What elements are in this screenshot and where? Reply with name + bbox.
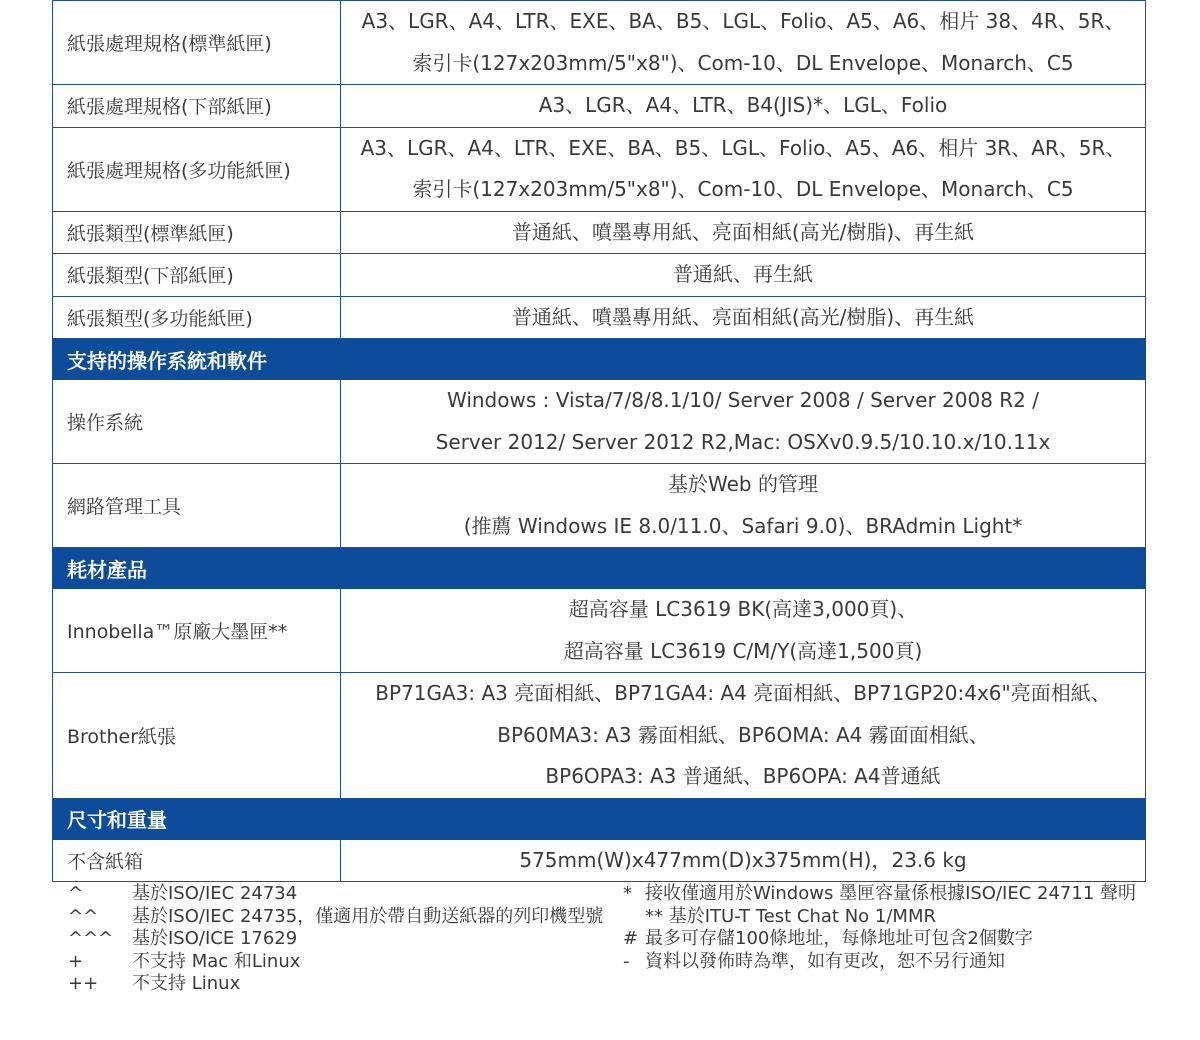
spec-value-line: Server 2012/ Server 2012 R2,Mac: OSXv0.9.5/10.10.x/10.11x — [435, 429, 1051, 454]
spec-value-line: 超高容量 LC3619 C/M/Y(高達1,500頁) — [563, 638, 923, 663]
footnote — [623, 906, 1136, 929]
spec-row — [53, 839, 1146, 882]
spec-label: 操作系統 — [53, 380, 341, 464]
section-header — [53, 548, 1146, 589]
spec-value-line: 575mm(W)x477mm(D)x375mm(H)，23.6 kg — [519, 847, 967, 872]
spec-label: 不含紙箱 — [53, 839, 341, 882]
spec-value-line: 普通紙、再生紙 — [673, 262, 813, 286]
footnote — [623, 951, 1136, 974]
spec-table-container — [52, 0, 1146, 882]
spec-value-line: 索引卡(127x203mm/5"x8")、Com-10、DL Envelope、Monarch、C5 — [412, 177, 1074, 201]
spec-value-line: (推薦 Windows IE 8.0/11.0、Safari 9.0)、BRAdmin Light* — [463, 513, 1023, 538]
footnote-text: 不支持 Mac 和Linux — [132, 950, 301, 972]
spec-value-line: BP6OPA3: A3 普通紙、BP6OPA: A4普通紙 — [545, 764, 941, 788]
footnote — [68, 973, 603, 996]
footnotes-right — [623, 883, 1136, 973]
footnote-text: 最多可存儲100條地址，每條地址可包含2個數字 — [645, 928, 1033, 950]
spec-value-line: Windows : Vista/7/8/8.1/10/ Server 2008 / Server 2008 R2 / — [446, 388, 1039, 412]
spec-label: 紙張處理規格(標準紙匣) — [53, 1, 341, 85]
spec-row — [53, 127, 1146, 211]
footnote-mark: ^ — [68, 883, 84, 904]
spec-value — [341, 85, 1146, 128]
spec-row — [53, 673, 1146, 799]
section-header — [53, 339, 1146, 380]
spec-value-line: A3、LGR、A4、LTR、B4(JIS)*、LGL、Folio — [538, 93, 948, 117]
section-header — [53, 798, 1146, 839]
spec-value — [341, 127, 1146, 211]
footnote — [68, 883, 603, 906]
footnote-mark: - — [623, 950, 630, 972]
footnote-mark: # — [623, 928, 639, 950]
footnote — [68, 906, 603, 929]
spec-row — [53, 1, 1146, 85]
spec-row — [53, 380, 1146, 464]
spec-value-line: BP71GA3: A3 亮面相紙、BP71GA4: A4 亮面相紙、BP71GP20:4x6"亮面相紙、 — [375, 681, 1111, 705]
spec-value-line: A3、LGR、A4、LTR、EXE、BA、B5、LGL、Folio、A5、A6、相片 3R、AR、5R、 — [360, 135, 1126, 160]
spec-row — [53, 211, 1146, 254]
spec-value — [341, 464, 1146, 548]
spec-value-line: 普通紙、噴墨專用紙、亮面相紙(高光/樹脂)、再生紙 — [511, 304, 975, 329]
spec-value-line: 基於Web 的管理 — [668, 472, 818, 496]
footnote-mark: ^^^ — [68, 928, 114, 950]
footnote-text: ** 基於ITU-T Test Chat No 1/MMR — [645, 905, 936, 927]
spec-row — [53, 464, 1146, 548]
footnote-mark: + — [68, 950, 84, 972]
spec-value — [341, 1, 1146, 85]
section-title: 支持的操作系統和軟件 — [53, 339, 1146, 380]
spec-label: 紙張類型(下部紙匣) — [53, 254, 341, 297]
spec-value — [341, 589, 1146, 673]
spec-value — [341, 296, 1146, 339]
footnote-text: 基於ISO/IEC 24735，僅適用於帶自動送紙器的列印機型號 — [132, 905, 604, 927]
spec-value — [341, 380, 1146, 464]
footnote — [623, 883, 1136, 906]
spec-row — [53, 296, 1146, 339]
spec-value-line: 索引卡(127x203mm/5"x8")、Com-10、DL Envelope、Monarch、C5 — [412, 50, 1074, 75]
spec-value-line: 超高容量 LC3619 BK(高達3,000頁)、 — [568, 597, 918, 621]
spec-row — [53, 589, 1146, 673]
footnote-mark: * — [623, 883, 632, 904]
spec-value-line: 普通紙、噴墨專用紙、亮面相紙(高光/樹脂)、再生紙 — [511, 219, 975, 244]
spec-row — [53, 85, 1146, 128]
footnote — [68, 951, 603, 974]
spec-label: 紙張類型(標準紙匣) — [53, 211, 341, 254]
footnote-text: 基於ISO/IEC 24734 — [132, 883, 298, 904]
section-title: 耗材產品 — [53, 548, 1146, 589]
spec-table — [52, 0, 1146, 882]
spec-label: 紙張處理規格(多功能紙匣) — [53, 127, 341, 211]
spec-value — [341, 673, 1146, 799]
spec-value-line: A3、LGR、A4、LTR、EXE、BA、B5、LGL、Folio、A5、A6、相片 38、4R、5R、 — [361, 9, 1125, 33]
spec-label: Brother紙張 — [53, 673, 341, 799]
spec-value — [341, 211, 1146, 254]
footnote-mark — [623, 906, 645, 929]
footnote-mark: ^^ — [68, 905, 99, 927]
spec-label: 紙張類型(多功能紙匣) — [53, 296, 341, 339]
footnote-mark: ++ — [68, 973, 99, 995]
footnote — [68, 928, 603, 951]
spec-row — [53, 254, 1146, 297]
spec-value — [341, 254, 1146, 297]
footnote-text: 基於ISO/ICE 17629 — [132, 928, 298, 950]
spec-label: 紙張處理規格(下部紙匣) — [53, 85, 341, 128]
footnote — [623, 928, 1136, 951]
spec-value-line: BP60MA3: A3 霧面相紙、BP6OMA: A4 霧面面相紙、 — [497, 722, 989, 747]
footnote-text: 接收僅適用於Windows 墨匣容量係根據ISO/IEC 24711 聲明 — [645, 883, 1136, 904]
footnotes-left — [68, 883, 603, 996]
footnote-text: 資料以發佈時為準，如有更改，恕不另行通知 — [645, 950, 1005, 972]
spec-label: 網路管理工具 — [53, 464, 341, 548]
spec-value — [341, 839, 1146, 882]
spec-label: Innobella™原廠大墨匣** — [53, 589, 341, 673]
footnote-text: 不支持 Linux — [132, 973, 241, 995]
section-title: 尺寸和重量 — [53, 798, 1146, 839]
